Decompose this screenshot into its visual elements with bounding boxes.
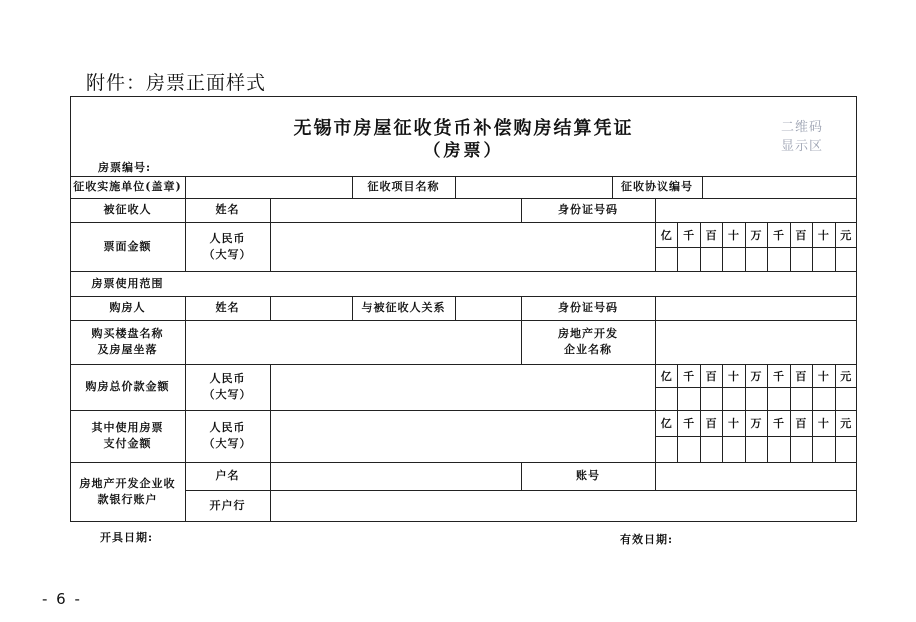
unit-label: 十 (817, 228, 829, 242)
opening-bank-label: 开户行 (209, 499, 246, 512)
property-label (70, 320, 185, 364)
unit-label: 十 (728, 417, 740, 430)
grid-line (455, 176, 456, 198)
ticket-subtitle: （房票） (423, 141, 504, 161)
unit-label: 千 (683, 417, 695, 430)
ticket-pay-line2: 支付金额 (103, 437, 152, 450)
grid-line (655, 436, 857, 437)
grid-line (270, 364, 271, 522)
unit-label: 千 (772, 369, 784, 383)
qr-area-line1: 二维码 (780, 120, 823, 135)
unit-label: 千 (683, 228, 695, 242)
grid-line (70, 271, 857, 272)
currency-line2: （大写） (203, 247, 252, 261)
unit-label: 万 (750, 417, 762, 430)
unit-label: 十 (728, 369, 740, 383)
grid-line (655, 387, 857, 388)
unit-label: 百 (795, 228, 807, 242)
buyer-name-label: 姓名 (215, 301, 240, 314)
grid-line (455, 296, 456, 320)
grid-line (655, 247, 857, 248)
issue-date-label: 开具日期: (100, 531, 154, 544)
qr-code-area (772, 118, 832, 156)
grid-line (70, 320, 857, 321)
unit-label: 千 (772, 417, 784, 430)
unit-label: 亿 (660, 369, 672, 383)
currency-line1: 人民币 (209, 421, 246, 434)
grid-line (270, 198, 271, 271)
ticket-no-label: 房票编号: (98, 161, 152, 174)
unit-label: 百 (705, 417, 717, 430)
currency-line2: （大写） (203, 388, 252, 401)
grid-line (655, 296, 656, 490)
unit-label: 亿 (660, 228, 672, 242)
unit-label: 百 (705, 369, 717, 383)
unit-label: 十 (817, 369, 829, 383)
unit-label: 元 (840, 369, 852, 383)
unit-label: 百 (795, 369, 807, 383)
account-no-label: 账号 (576, 469, 600, 482)
developer-bank-label (70, 462, 185, 522)
unit-label: 元 (840, 417, 852, 430)
currency-line2: （大写） (203, 437, 252, 450)
buyer-id-label: 身份证号码 (558, 301, 618, 314)
account-name-label: 户名 (215, 469, 240, 482)
total-price-label: 购房总价款金额 (85, 380, 170, 393)
qr-area-line2: 显示区 (780, 139, 823, 154)
expropriated-id-label: 身份证号码 (558, 203, 618, 216)
expropriated-person-label: 被征收人 (103, 203, 152, 216)
unit-label: 亿 (660, 417, 672, 430)
unit-label: 千 (683, 369, 695, 383)
ticket-scope-label: 房票使用范围 (91, 276, 164, 290)
bank-label-line1: 房地产开发企业收 (79, 477, 176, 490)
project-name-label: 征收项目名称 (367, 180, 440, 193)
developer-label (521, 320, 655, 364)
currency-line1: 人民币 (209, 372, 246, 385)
unit-label: 十 (728, 228, 740, 242)
unit-label: 十 (817, 417, 829, 430)
grid-line (702, 176, 703, 198)
page-number: - 6 - (42, 590, 82, 608)
unit-label: 百 (705, 228, 717, 242)
unit-label: 千 (772, 228, 784, 242)
unit-label: 万 (750, 369, 762, 383)
property-label-line1: 购买楼盘名称 (91, 327, 164, 340)
ticket-pay-line1: 其中使用房票 (91, 421, 164, 434)
developer-label-line1: 房地产开发 (558, 327, 618, 340)
grid-line (70, 176, 857, 177)
ticket-title: 无锡市房屋征收货币补偿购房结算凭证 (293, 118, 634, 139)
buyer-label: 购房人 (109, 301, 146, 314)
valid-date-label: 有效日期: (620, 533, 674, 546)
agency-label: 征收实施单位(盖章) (73, 180, 182, 193)
expropriated-name-label: 姓名 (215, 203, 240, 216)
ticket-pay-label (70, 410, 185, 462)
agreement-no-label: 征收协议编号 (621, 180, 693, 193)
grid-line (185, 176, 186, 198)
ticket-pay-currency-label (185, 410, 270, 462)
currency-line1: 人民币 (209, 231, 246, 245)
attachment-label: 附件：房票正面样式 (86, 72, 267, 94)
unit-label: 万 (750, 228, 762, 242)
face-amount-currency-label (185, 222, 270, 271)
grid-line (270, 296, 271, 320)
developer-label-line2: 企业名称 (564, 343, 612, 356)
bank-label-line2: 款银行账户 (97, 493, 158, 506)
unit-label: 百 (795, 417, 807, 430)
property-label-line2: 及房屋坐落 (97, 343, 158, 356)
buyer-relation-label: 与被征收人关系 (361, 301, 446, 314)
grid-line (185, 490, 857, 491)
unit-label: 元 (840, 228, 852, 242)
total-currency-label (185, 364, 270, 410)
face-amount-label: 票面金额 (103, 239, 152, 253)
